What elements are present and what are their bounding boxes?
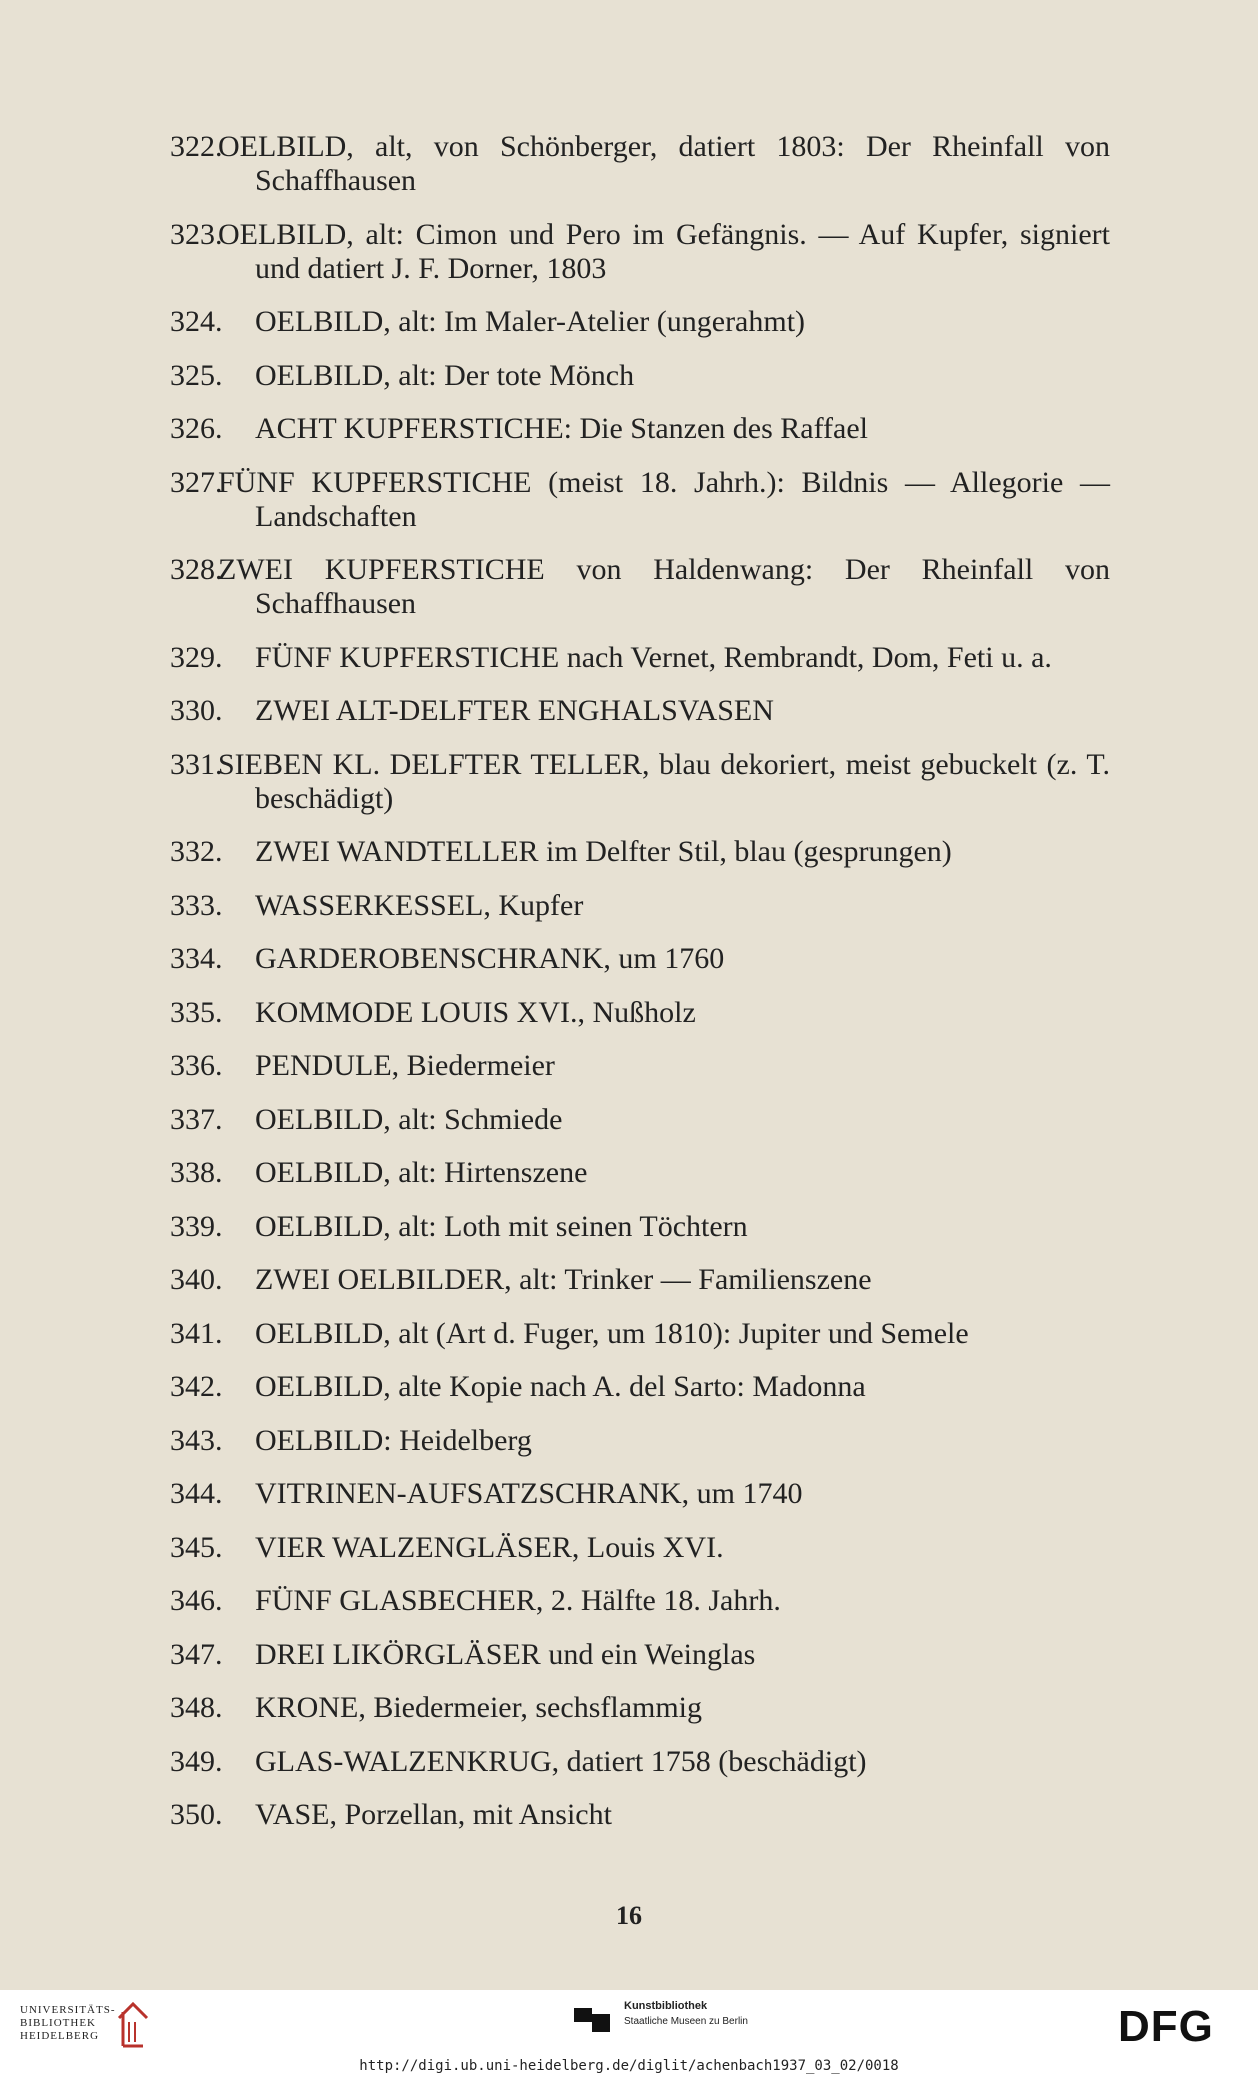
entry-text: GARDEROBENSCHRANK, um 1760 [255,942,725,975]
catalog-entry [170,1156,1110,1190]
entry-number: 340. [170,1263,223,1296]
library-name [20,2004,116,2043]
catalog-entry [170,889,1110,923]
entry-number: 346. [170,1584,223,1617]
entry-number: 343. [170,1423,223,1457]
entry-text: DREI LIKÖRGLÄSER und ein Weinglas [255,1637,756,1671]
kunstbibliothek-mark-icon [572,2000,616,2036]
entry-text: OELBILD, alt: Im Maler-Atelier (ungerahmt) [255,305,806,338]
entry-number: 347. [170,1637,223,1671]
entry-text: PENDULE, Biedermeier [255,1049,555,1082]
entry-number: 322. [170,130,223,163]
entry-text: WASSERKESSEL, Kupfer [255,888,584,922]
entry-text: OELBILD, alt (Art d. Fuger, um 1810): Jupiter und Semele [255,1316,969,1350]
entry-number: 338. [170,1156,223,1189]
entry-text: KRONE, Biedermeier, sechsflammig [255,1691,703,1724]
kb-subtitle: Staatliche Museen zu Berlin [624,2016,748,2027]
catalog-entry [170,835,1110,869]
entry-number: 348. [170,1691,223,1724]
catalog-entry [170,305,1110,339]
catalog-entry [170,748,1110,816]
viewer-footer [0,1990,1258,2081]
entry-text: OELBILD, alt: Schmiede [255,1102,563,1136]
catalog-entry [170,359,1110,393]
catalog-entry [170,641,1110,675]
entry-text: FÜNF KUPFERSTICHE (meist 18. Jahrh.): Bildnis — Allegorie — Landschaften [218,465,1110,533]
catalog-entry [170,553,1110,621]
page-url-link[interactable]: http://digi.ub.uni-heidelberg.de/diglit/achenbach1937_03_02/0018 [359,2058,899,2074]
catalog-entry [170,1798,1110,1832]
catalog-entry [170,1049,1110,1083]
entry-text: VITRINEN-AUFSATZSCHRANK, um 1740 [255,1477,803,1510]
entry-number: 327. [170,465,223,499]
entry-number: 349. [170,1744,223,1778]
catalog-entry [170,1745,1110,1779]
entry-number: 331. [170,747,223,781]
entry-number: 335. [170,995,223,1029]
entry-text: OELBILD, alte Kopie nach A. del Sarto: Madonna [255,1370,866,1403]
entry-number: 345. [170,1530,223,1564]
entry-text: SIEBEN KL. DELFTER TELLER, blau dekoriert, meist gebuckelt (z. T. beschädigt) [218,747,1110,815]
kb-title: Kunstbibliothek [624,2000,708,2012]
dfg-logo: DFG [1118,2002,1214,2051]
entry-number: 332. [170,835,223,868]
entry-text: OELBILD, alt: Der tote Mönch [255,358,635,392]
entry-text: OELBILD, alt: Cimon und Pero im Gefängnis. — Auf Kupfer, signiert und datiert J. F. Dorner, 1803 [218,217,1110,285]
catalog-entry [170,412,1110,446]
entry-text: FÜNF GLASBECHER, 2. Hälfte 18. Jahrh. [255,1584,781,1617]
entry-text: ZWEI WANDTELLER im Delfter Stil, blau (gesprungen) [255,835,952,868]
entry-text: ZWEI KUPFERSTICHE von Haldenwang: Der Rheinfall von Schaffhausen [218,553,1110,620]
entry-number: 341. [170,1316,223,1350]
entry-number: 339. [170,1209,223,1243]
catalog-entry [170,1370,1110,1404]
entry-text: VIER WALZENGLÄSER, Louis XVI. [255,1530,724,1564]
entry-text: OELBILD, alt: Loth mit seinen Töchtern [255,1209,748,1243]
entry-text: OELBILD, alt, von Schönberger, datiert 1803: Der Rheinfall von Schaffhausen [218,130,1110,197]
entry-number: 323. [170,217,223,251]
catalog-entry [170,218,1110,286]
entry-text: OELBILD: Heidelberg [255,1423,532,1457]
entry-text: ZWEI ALT-DELFTER ENGHALSVASEN [255,694,774,727]
catalog-entry [170,1691,1110,1725]
library-logo-icon [115,1998,151,2050]
entry-number: 328. [170,553,223,586]
entry-number: 334. [170,942,223,975]
page-number: 16 [616,1901,642,1930]
entry-number: 324. [170,305,223,338]
catalog-entry [170,694,1110,728]
library-line: HEIDELBERG [20,2030,100,2042]
entry-text: KOMMODE LOUIS XVI., Nußholz [255,995,696,1029]
catalog-entry [170,1584,1110,1618]
entry-number: 342. [170,1370,223,1403]
catalog-entry [170,1477,1110,1511]
catalog-entry [170,1531,1110,1565]
entry-text: FÜNF KUPFERSTICHE nach Vernet, Rembrandt, Dom, Feti u. a. [255,640,1052,674]
entry-number: 329. [170,640,223,674]
entry-number: 333. [170,888,223,922]
catalog-list [170,130,1110,1852]
entry-text: ACHT KUPFERSTICHE: Die Stanzen des Raffael [255,412,868,445]
catalog-entry [170,1424,1110,1458]
entry-text: OELBILD, alt: Hirtenszene [255,1156,588,1189]
entry-number: 350. [170,1798,223,1831]
catalog-entry [170,1638,1110,1672]
entry-text: VASE, Porzellan, mit Ansicht [255,1798,612,1831]
entry-number: 330. [170,694,223,727]
catalog-entry [170,1317,1110,1351]
catalog-entry [170,996,1110,1030]
catalog-entry [170,466,1110,534]
library-line: BIBLIOTHEK [20,2017,96,2029]
entry-number: 337. [170,1102,223,1136]
library-line: UNIVERSITÄTS- [20,2004,116,2016]
catalog-entry [170,1103,1110,1137]
catalog-entry [170,1210,1110,1244]
catalog-entry [170,1263,1110,1297]
entry-number: 344. [170,1477,223,1510]
catalog-entry [170,942,1110,976]
entry-number: 336. [170,1049,223,1082]
catalog-entry [170,130,1110,198]
entry-number: 325. [170,358,223,392]
entry-number: 326. [170,412,223,445]
entry-text: GLAS-WALZENKRUG, datiert 1758 (beschädigt) [255,1744,867,1778]
entry-text: ZWEI OELBILDER, alt: Trinker — Familienszene [255,1263,872,1296]
